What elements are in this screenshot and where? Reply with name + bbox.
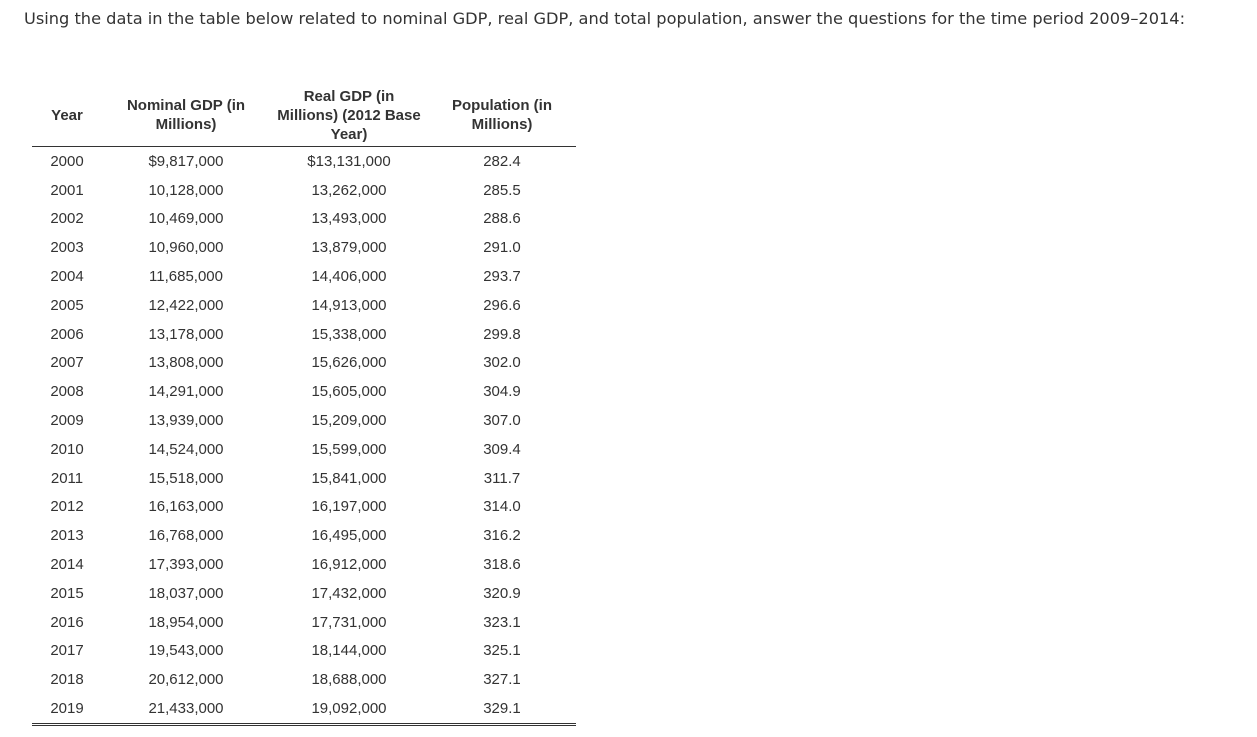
- cell-real-gdp: $13,131,000: [307, 152, 391, 170]
- cell-population: 316.2: [483, 527, 521, 545]
- cell-nominal-gdp: 13,808,000: [148, 354, 224, 372]
- cell-year: 2001: [50, 181, 84, 199]
- table-row: [32, 320, 576, 349]
- cell-year: 2011: [50, 469, 84, 487]
- cell-nominal-gdp: 10,960,000: [148, 239, 224, 257]
- table-row: [32, 147, 576, 176]
- cell-population: 285.5: [483, 181, 521, 199]
- gdp-table: [32, 84, 576, 726]
- cell-real-gdp: 14,913,000: [311, 296, 387, 314]
- table-row: [32, 665, 576, 694]
- table-row: [32, 262, 576, 291]
- cell-year: 2007: [50, 354, 84, 372]
- cell-year: 2004: [50, 268, 84, 286]
- table-row: [32, 291, 576, 320]
- table-body: [32, 147, 576, 725]
- cell-year: 2015: [50, 584, 84, 602]
- cell-population: 325.1: [483, 642, 521, 660]
- cell-real-gdp: 15,338,000: [311, 325, 387, 343]
- table-row: [32, 521, 576, 550]
- cell-nominal-gdp: 11,685,000: [149, 268, 223, 286]
- cell-real-gdp: 17,432,000: [311, 584, 387, 602]
- cell-year: 2002: [50, 210, 84, 228]
- cell-real-gdp: 15,209,000: [311, 412, 387, 430]
- header-population: Population (in Millions): [428, 84, 576, 147]
- cell-nominal-gdp: 16,768,000: [148, 527, 224, 545]
- cell-nominal-gdp: 13,178,000: [148, 325, 224, 343]
- cell-nominal-gdp: 20,612,000: [148, 671, 224, 689]
- cell-population: 309.4: [483, 440, 521, 458]
- cell-year: 2019: [32, 694, 102, 724]
- cell-year: 2008: [50, 383, 84, 401]
- cell-population: 299.8: [483, 325, 521, 343]
- cell-population: 323.1: [483, 613, 521, 631]
- table-row: [32, 608, 576, 637]
- cell-population: 318.6: [483, 556, 521, 574]
- table-header: [32, 84, 576, 147]
- table-row: [32, 694, 576, 724]
- cell-population: 293.7: [483, 268, 521, 286]
- table-row: [32, 176, 576, 205]
- cell-population: 288.6: [483, 210, 521, 228]
- cell-nominal-gdp: 15,518,000: [148, 469, 224, 487]
- cell-real-gdp: 15,605,000: [311, 383, 387, 401]
- table-row: [32, 435, 576, 464]
- cell-nominal-gdp: 21,433,000: [102, 694, 270, 724]
- question-intro: Using the data in the table below related to nominal GDP, real GDP, and total population, answer the questions for the time period 2009–2014:: [24, 9, 1186, 28]
- table-row: [32, 349, 576, 378]
- cell-year: 2009: [50, 412, 84, 430]
- cell-nominal-gdp: 18,037,000: [148, 584, 224, 602]
- table-row: [32, 406, 576, 435]
- cell-nominal-gdp: 16,163,000: [148, 498, 224, 516]
- cell-real-gdp: 13,493,000: [311, 210, 387, 228]
- cell-real-gdp: 18,144,000: [311, 642, 387, 660]
- cell-real-gdp: 16,912,000: [311, 556, 387, 574]
- cell-real-gdp: 13,879,000: [311, 239, 387, 257]
- header-row: [32, 84, 576, 147]
- cell-population: 314.0: [483, 498, 521, 516]
- header-nominal-gdp: Nominal GDP (in Millions): [102, 84, 270, 147]
- cell-year: 2018: [50, 671, 84, 689]
- table-row: [32, 579, 576, 608]
- cell-year: 2000: [50, 152, 84, 170]
- cell-nominal-gdp: 14,291,000: [148, 383, 224, 401]
- table-row: [32, 493, 576, 522]
- cell-real-gdp: 15,626,000: [311, 354, 387, 372]
- cell-nominal-gdp: 10,469,000: [148, 210, 224, 228]
- cell-population: 329.1: [428, 694, 576, 724]
- cell-year: 2010: [50, 440, 84, 458]
- cell-population: 296.6: [483, 296, 521, 314]
- table-row: [32, 464, 576, 493]
- table-row: [32, 205, 576, 234]
- cell-year: 2005: [50, 296, 84, 314]
- cell-population: 307.0: [483, 412, 521, 430]
- table-row: [32, 637, 576, 666]
- cell-year: 2003: [50, 239, 84, 257]
- cell-nominal-gdp: $9,817,000: [148, 152, 224, 170]
- cell-real-gdp: 16,495,000: [311, 527, 387, 545]
- cell-year: 2014: [50, 556, 84, 574]
- header-year: Year: [32, 84, 102, 147]
- cell-population: 302.0: [483, 354, 521, 372]
- cell-nominal-gdp: 10,128,000: [148, 181, 224, 199]
- table-row: [32, 233, 576, 262]
- cell-population: 327.1: [483, 671, 521, 689]
- cell-year: 2016: [50, 613, 84, 631]
- cell-nominal-gdp: 19,543,000: [148, 642, 224, 660]
- table-row: [32, 550, 576, 579]
- cell-year: 2012: [50, 498, 84, 516]
- cell-real-gdp: 16,197,000: [311, 498, 387, 516]
- cell-nominal-gdp: 13,939,000: [148, 412, 224, 430]
- cell-real-gdp: 18,688,000: [311, 671, 387, 689]
- cell-nominal-gdp: 14,524,000: [148, 440, 224, 458]
- cell-nominal-gdp: 12,422,000: [148, 296, 224, 314]
- cell-population: 291.0: [483, 239, 521, 257]
- cell-real-gdp: 15,841,000: [311, 469, 387, 487]
- header-real-gdp: Real GDP (in Millions) (2012 Base Year): [270, 84, 428, 147]
- cell-population: 282.4: [483, 152, 521, 170]
- cell-real-gdp: 14,406,000: [311, 268, 387, 286]
- cell-real-gdp: 15,599,000: [311, 440, 387, 458]
- cell-population: 320.9: [483, 584, 521, 602]
- cell-real-gdp: 19,092,000: [270, 694, 428, 724]
- cell-population: 311.7: [483, 469, 521, 487]
- cell-nominal-gdp: 18,954,000: [148, 613, 224, 631]
- cell-nominal-gdp: 17,393,000: [148, 556, 224, 574]
- cell-real-gdp: 13,262,000: [311, 181, 387, 199]
- cell-year: 2006: [50, 325, 84, 343]
- cell-real-gdp: 17,731,000: [311, 613, 387, 631]
- table-row: [32, 377, 576, 406]
- cell-year: 2013: [50, 527, 84, 545]
- cell-population: 304.9: [483, 383, 521, 401]
- gdp-table-container: [32, 84, 576, 726]
- cell-year: 2017: [50, 642, 84, 660]
